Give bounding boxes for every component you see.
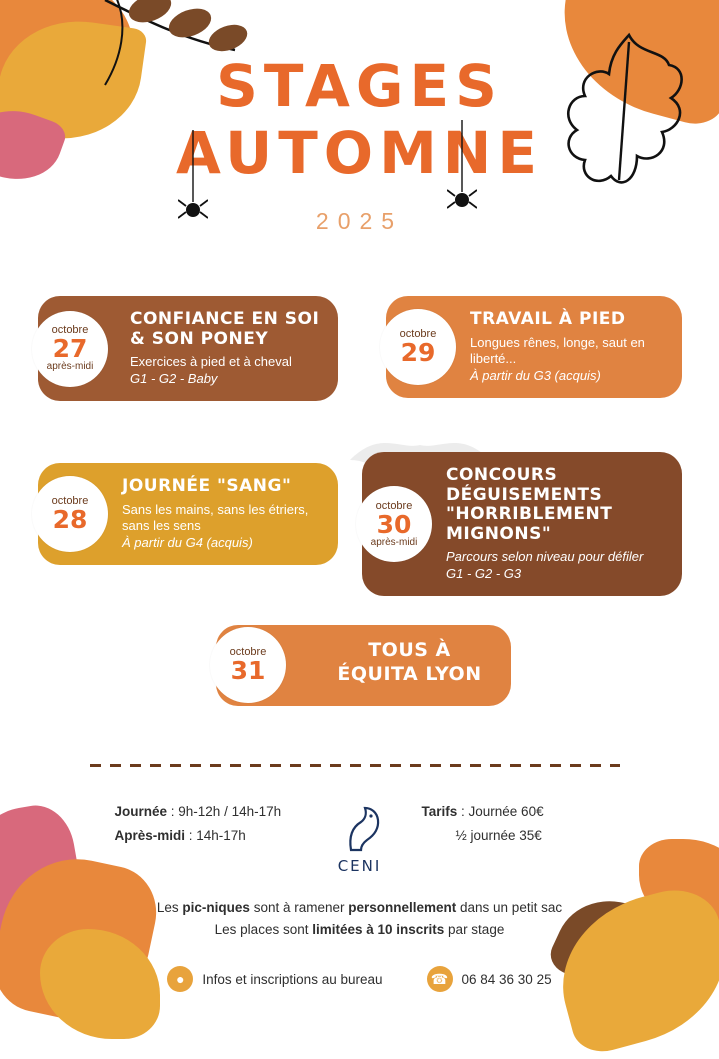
badge-month: octobre bbox=[399, 327, 437, 340]
event-card bbox=[386, 296, 682, 398]
event-detail-line: Sans les mains, sans les étriers, sans les sens bbox=[122, 501, 309, 534]
price-label: Tarifs bbox=[421, 804, 458, 819]
contact-location[interactable] bbox=[167, 966, 382, 992]
note-picnic-part1: Les bbox=[156, 900, 183, 915]
event-detail-line: Parcours selon niveau pour défiler bbox=[446, 549, 644, 565]
badge-month: octobre bbox=[229, 645, 267, 658]
contact-phone-text: 06 84 36 30 25 bbox=[461, 971, 552, 987]
event-title: CONFIANCE EN SOI & SON PONEY bbox=[130, 309, 320, 349]
badge-period: après-midi bbox=[46, 361, 94, 373]
schedule-afternoon-row bbox=[115, 824, 312, 848]
event-level-line: G1 - G2 - Baby bbox=[130, 370, 218, 386]
event-title: TRAVAIL À PIED bbox=[470, 309, 626, 329]
horse-logo-icon bbox=[331, 800, 389, 852]
note-places-bold: limitées à 10 inscrits bbox=[312, 921, 445, 937]
price-value: : Journée 60€ bbox=[457, 804, 544, 819]
event-card bbox=[216, 625, 511, 706]
badge-month: octobre bbox=[375, 499, 413, 512]
club-logo bbox=[312, 800, 408, 875]
poster-title-block bbox=[0, 52, 719, 235]
note-places-part1: Les places sont bbox=[214, 921, 313, 937]
badge-period: après-midi bbox=[370, 536, 418, 548]
event-title: TOUS À ÉQUITA LYON bbox=[337, 639, 482, 685]
badge-day: 28 bbox=[52, 504, 88, 534]
badge-day: 29 bbox=[400, 337, 436, 367]
location-pin-icon: ● bbox=[167, 966, 193, 992]
price-row bbox=[422, 800, 623, 824]
schedule-day-value: : 9h-12h / 14h-17h bbox=[167, 804, 282, 819]
phone-icon: ☎ bbox=[427, 966, 453, 992]
date-badge bbox=[32, 476, 108, 552]
note-places-part2: par stage bbox=[444, 921, 505, 937]
event-level-line: À partir du G3 (acquis) bbox=[470, 367, 601, 383]
event-card bbox=[38, 296, 338, 401]
schedule-day-row bbox=[115, 800, 312, 824]
event-detail-line: Longues rênes, longe, saut en liberté... bbox=[470, 334, 645, 367]
note-picnic-part2: sont à ramener bbox=[249, 900, 349, 915]
event-detail-line: Exercices à pied et à cheval bbox=[130, 354, 292, 370]
page-title-line-1: STAGES bbox=[216, 52, 503, 120]
event-card bbox=[362, 452, 682, 596]
contact-location-text: Infos et inscriptions au bureau bbox=[202, 971, 383, 987]
club-name: CENI bbox=[337, 857, 382, 875]
date-badge bbox=[32, 311, 108, 387]
event-title: JOURNÉE "SANG" bbox=[122, 476, 292, 496]
page-title-line-2: AUTOMNE bbox=[176, 118, 543, 187]
note-picnic-part3: dans un petit sac bbox=[456, 900, 563, 915]
schedule-block bbox=[97, 800, 312, 847]
badge-month: octobre bbox=[51, 494, 89, 507]
date-badge bbox=[210, 627, 286, 703]
spider-icon bbox=[178, 130, 208, 230]
price-half-row: ½ journée 35€ bbox=[455, 827, 542, 843]
poster-year: 2025 bbox=[315, 207, 404, 234]
date-badge bbox=[380, 309, 456, 385]
badge-day: 30 bbox=[376, 509, 412, 539]
schedule-afternoon-label: Après-midi bbox=[114, 827, 186, 843]
event-level-line: G1 - G2 - G3 bbox=[446, 565, 522, 581]
divider bbox=[90, 764, 620, 767]
badge-day: 31 bbox=[230, 655, 266, 685]
badge-month: octobre bbox=[51, 324, 89, 337]
schedule-day-label: Journée bbox=[114, 804, 168, 819]
event-title: CONCOURS DÉGUISEMENTS "HORRIBLEMENT MIGNONS" bbox=[446, 465, 613, 544]
contact-phone[interactable] bbox=[427, 966, 552, 992]
schedule-afternoon-value: : 14h-17h bbox=[185, 827, 246, 843]
spider-icon bbox=[447, 120, 477, 220]
note-picnic-bold1: pic-niques bbox=[182, 900, 250, 915]
event-card bbox=[38, 463, 338, 565]
date-badge bbox=[356, 486, 432, 562]
event-level-line: À partir du G4 (acquis) bbox=[122, 534, 253, 550]
price-block bbox=[408, 800, 623, 847]
note-picnic-bold2: personnellement bbox=[348, 900, 457, 915]
badge-day: 27 bbox=[52, 334, 88, 364]
